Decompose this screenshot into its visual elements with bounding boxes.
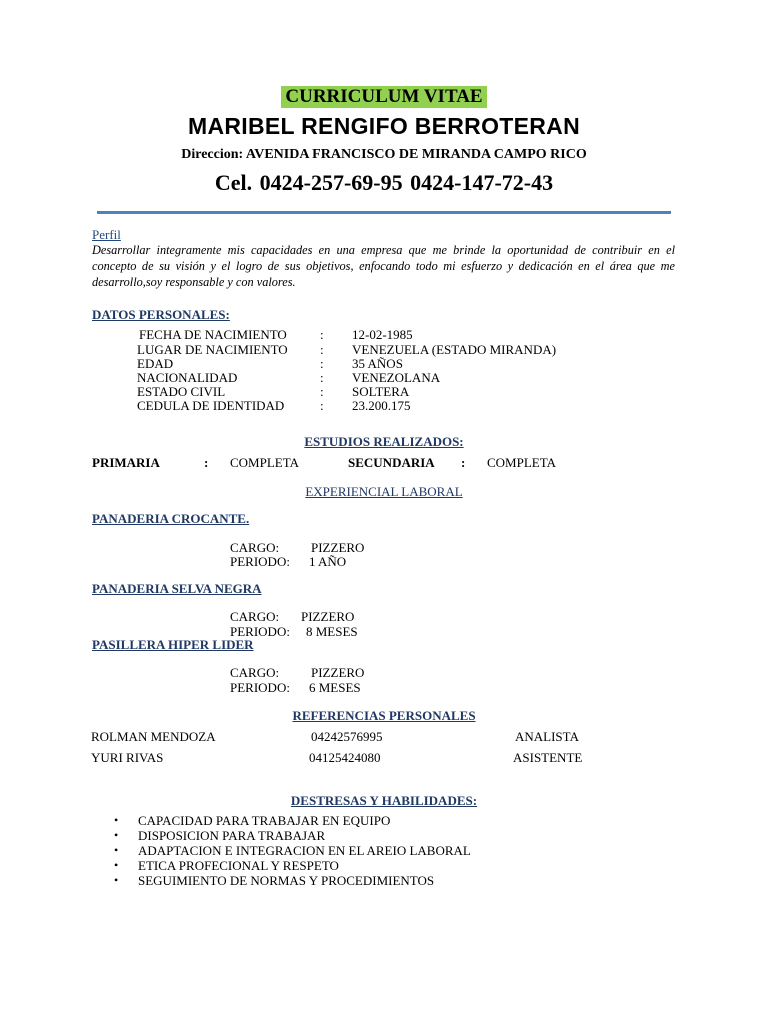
skills-heading-row <box>0 792 768 810</box>
candidate-name: MARIBEL RENGIFO BERROTERAN <box>188 113 580 139</box>
bullet-icon: • <box>114 858 119 872</box>
skill-text: CAPACIDAD PARA TRABAJAR EN EQUIPO <box>138 813 391 828</box>
skills-heading: DESTRESAS Y HABILIDADES: <box>290 793 478 808</box>
bullet-icon: • <box>114 828 119 842</box>
job-company: PANADERIA SELVA NEGRA <box>92 581 262 596</box>
personal-label: LUGAR DE NACIMIENTO <box>137 342 288 357</box>
header-divider <box>97 211 671 214</box>
cv-title-row <box>0 86 768 108</box>
personal-value: VENEZUELA (ESTADO MIRANDA) <box>352 342 557 357</box>
reference-phone: 04242576995 <box>311 729 383 744</box>
job-cargo: PIZZERO <box>311 540 365 555</box>
experience-heading-row <box>0 483 768 501</box>
studies-heading: ESTUDIOS REALIZADOS: <box>304 434 464 449</box>
experience-heading: EXPERIENCIAL LABORAL <box>305 484 463 499</box>
profile-heading: Perfil <box>92 227 121 242</box>
personal-data-heading: DATOS PERSONALES: <box>92 307 230 322</box>
phone-numbers: Cel. 0424-257-69-95 0424-147-72-43 <box>214 170 554 195</box>
personal-sep: : <box>320 398 324 413</box>
address: Direccion: AVENIDA FRANCISCO DE MIRANDA CAMPO RICO <box>181 147 587 162</box>
secondary-sep: : <box>461 455 466 470</box>
bullet-icon: • <box>114 813 119 827</box>
secondary-label: SECUNDARIA <box>348 455 435 470</box>
reference-name: ROLMAN MENDOZA <box>91 729 216 744</box>
cv-title: CURRICULUM VITAE <box>281 86 486 108</box>
reference-name: YURI RIVAS <box>91 750 164 765</box>
skill-item <box>112 813 471 828</box>
personal-sep: : <box>320 327 324 342</box>
skill-text: ADAPTACION E INTEGRACION EN EL AREIO LABORAL <box>138 843 471 858</box>
personal-label: NACIONALIDAD <box>137 370 238 385</box>
personal-label: ESTADO CIVIL <box>137 384 226 399</box>
reference-role: ASISTENTE <box>513 750 583 765</box>
personal-value: 35 AÑOS <box>352 356 403 371</box>
skill-item <box>112 873 471 888</box>
profile-text: Desarrollar integramente mis capacidades en una empresa que me brinde la oportunidad de contribuir en el concepto de su visión y el logro de sus objetivos, enfocando todo mi esfuerzo y dedicación en el área que me desarrollo,soy responsable y con valores. <box>92 243 675 289</box>
studies-heading-row <box>0 433 768 451</box>
personal-value: 23.200.175 <box>352 398 411 413</box>
reference-phone: 04125424080 <box>309 750 381 765</box>
job-periodo-label: PERIODO: <box>230 624 290 639</box>
references-heading: REFERENCIAS PERSONALES <box>292 708 476 723</box>
job-cargo-label: CARGO: <box>230 609 280 624</box>
personal-label: FECHA DE NACIMIENTO <box>139 327 287 342</box>
job-periodo-label: PERIODO: <box>230 554 290 569</box>
primary-sep: : <box>204 455 209 470</box>
primary-label: PRIMARIA <box>92 455 160 470</box>
personal-value: SOLTERA <box>352 384 410 399</box>
job-cargo: PIZZERO <box>311 665 365 680</box>
skill-text: DISPOSICION PARA TRABAJAR <box>138 828 326 843</box>
skill-item <box>112 843 471 858</box>
personal-label: CEDULA DE IDENTIDAD <box>137 398 285 413</box>
skill-item <box>112 858 471 873</box>
skills-list <box>112 813 471 888</box>
references-heading-row <box>0 707 768 725</box>
personal-value: VENEZOLANA <box>352 370 441 385</box>
job-cargo-label: CARGO: <box>230 665 280 680</box>
job-cargo: PIZZERO <box>301 609 355 624</box>
skill-item <box>112 828 471 843</box>
job-periodo: 8 MESES <box>306 624 358 639</box>
secondary-value: COMPLETA <box>487 455 557 470</box>
personal-value: 12-02-1985 <box>352 327 413 342</box>
skill-text: SEGUIMIENTO DE NORMAS Y PROCEDIMIENTOS <box>138 873 435 888</box>
job-cargo-label: CARGO: <box>230 540 280 555</box>
job-periodo-label: PERIODO: <box>230 680 290 695</box>
reference-role: ANALISTA <box>515 729 579 744</box>
job-company: PASILLERA HIPER LIDER <box>92 637 254 652</box>
personal-sep: : <box>320 370 324 385</box>
personal-sep: : <box>320 342 324 357</box>
primary-value: COMPLETA <box>230 455 300 470</box>
personal-sep: : <box>320 356 324 371</box>
skill-text: ETICA PROFECIONAL Y RESPETO <box>138 858 339 873</box>
personal-sep: : <box>320 384 324 399</box>
job-company: PANADERIA CROCANTE. <box>92 511 250 526</box>
bullet-icon: • <box>114 843 119 857</box>
job-periodo: 1 AÑO <box>309 554 347 569</box>
job-periodo: 6 MESES <box>309 680 361 695</box>
bullet-icon: • <box>114 873 119 887</box>
personal-label: EDAD <box>137 356 174 371</box>
